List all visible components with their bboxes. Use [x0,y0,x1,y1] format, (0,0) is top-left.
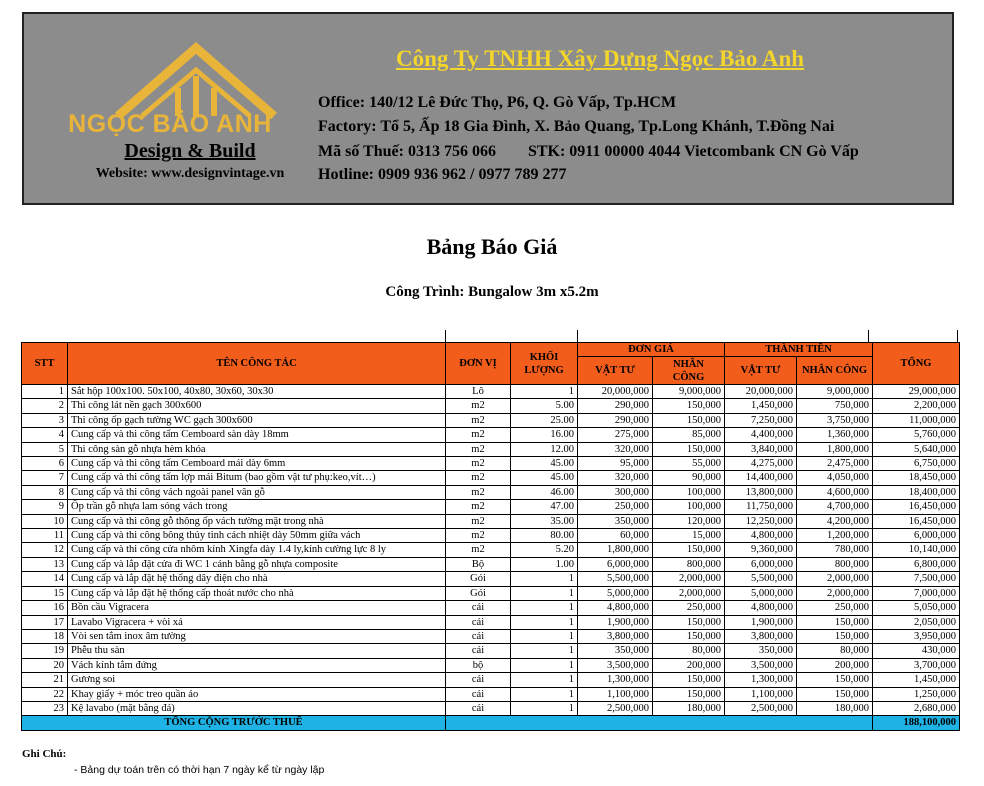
house-logo-icon [112,42,280,120]
row-qty: 1 [511,644,578,658]
row-amount-material: 1,300,000 [725,673,797,687]
row-price-labor: 150,000 [653,687,725,701]
row-total: 10,140,000 [873,543,960,557]
row-price-material: 1,300,000 [578,673,653,687]
row-amount-labor: 1,360,000 [797,428,873,442]
row-task: Kệ lavabo (mặt bằng đá) [68,701,446,715]
row-price-material: 320,000 [578,442,653,456]
row-unit: cái [446,615,511,629]
row-qty: 1 [511,658,578,672]
row-amount-labor: 2,000,000 [797,572,873,586]
quote-table [21,342,960,731]
row-amount-labor: 4,050,000 [797,471,873,485]
row-price-labor: 150,000 [653,399,725,413]
row-price-labor: 150,000 [653,413,725,427]
row-total: 2,680,000 [873,701,960,715]
row-qty: 1 [511,629,578,643]
row-price-material: 320,000 [578,471,653,485]
quote-table-body [22,385,960,716]
table-row [22,529,960,543]
row-unit: m2 [446,471,511,485]
row-price-material: 2,500,000 [578,701,653,715]
row-stt: 12 [22,543,68,557]
table-top-divider [445,330,958,342]
row-amount-material: 9,360,000 [725,543,797,557]
row-total: 2,050,000 [873,615,960,629]
row-task: Gương soi [68,673,446,687]
row-price-labor: 15,000 [653,529,725,543]
row-price-material: 6,000,000 [578,557,653,571]
row-stt: 6 [22,457,68,471]
row-price-labor: 150,000 [653,543,725,557]
row-unit: cái [446,673,511,687]
row-amount-labor: 4,200,000 [797,514,873,528]
company-name: Công Ty TNHH Xây Dựng Ngọc Bảo Anh [396,46,805,71]
row-stt: 11 [22,529,68,543]
row-price-material: 60,000 [578,529,653,543]
row-stt: 16 [22,601,68,615]
row-amount-material: 5,500,000 [725,572,797,586]
row-total: 29,000,000 [873,385,960,399]
row-amount-labor: 80,000 [797,644,873,658]
row-amount-labor: 200,000 [797,658,873,672]
row-task: Ốp trần gỗ nhựa lam sóng vách trong [68,500,446,514]
row-task: Cung cấp và thi công vách ngoài panel vân gỗ [68,485,446,499]
row-stt: 8 [22,485,68,499]
row-total: 3,700,000 [873,658,960,672]
table-row [22,485,960,499]
row-amount-material: 1,450,000 [725,399,797,413]
row-price-labor: 150,000 [653,673,725,687]
row-total: 3,950,000 [873,629,960,643]
row-stt: 23 [22,701,68,715]
row-price-labor: 800,000 [653,557,725,571]
row-unit: cái [446,629,511,643]
row-task: Khay giấy + móc treo quần áo [68,687,446,701]
row-price-material: 5,500,000 [578,572,653,586]
tax-bank-line [318,143,859,161]
row-total: 7,500,000 [873,572,960,586]
row-price-material: 95,000 [578,457,653,471]
row-unit: bộ [446,658,511,672]
table-row [22,543,960,557]
row-stt: 13 [22,557,68,571]
row-qty: 25.00 [511,413,578,427]
row-price-material: 20,000,000 [578,385,653,399]
row-total: 1,450,000 [873,673,960,687]
row-amount-material: 1,900,000 [725,615,797,629]
col-amount: THÀNH TIỀN [725,343,873,357]
row-total: 16,450,000 [873,514,960,528]
row-stt: 15 [22,586,68,600]
table-row [22,399,960,413]
row-qty: 1 [511,385,578,399]
row-task: Cung cấp và thi công cửa nhôm kính Xingfa dày 1.4 ly,kính cường lực 8 ly [68,543,446,557]
row-price-labor: 120,000 [653,514,725,528]
row-amount-material: 4,800,000 [725,601,797,615]
row-total: 2,200,000 [873,399,960,413]
row-task: Cung cấp và thi công tấm Cemboard sàn dày 18mm [68,428,446,442]
row-amount-material: 2,500,000 [725,701,797,715]
row-unit: m2 [446,514,511,528]
row-task: Vòi sen tắm inox âm tường [68,629,446,643]
row-task: Phễu thu sàn [68,644,446,658]
table-row [22,644,960,658]
row-task: Thi công sàn gỗ nhựa hèm khóa [68,442,446,456]
table-row [22,687,960,701]
row-price-labor: 100,000 [653,500,725,514]
row-amount-material: 4,800,000 [725,529,797,543]
design-build-tagline: Design & Build [124,140,256,162]
row-amount-material: 20,000,000 [725,385,797,399]
row-qty: 47.00 [511,500,578,514]
row-stt: 19 [22,644,68,658]
row-amount-labor: 2,475,000 [797,457,873,471]
row-total: 18,450,000 [873,471,960,485]
company-header [22,12,954,205]
tax-code: Mã số Thuế: 0313 756 066 [318,143,496,160]
row-qty: 1 [511,673,578,687]
col-price-labor: NHÂN CÔNG [653,357,725,385]
row-price-material: 300,000 [578,485,653,499]
row-total: 5,050,000 [873,601,960,615]
project-subtitle: Công Trình: Bungalow 3m x5.2m [385,284,599,300]
row-unit: m2 [446,457,511,471]
factory-address: Factory: Tổ 5, Ấp 18 Gia Đình, X. Bảo Quang, Tp.Long Khánh, T.Đồng Nai [318,118,835,135]
office-address: Office: 140/12 Lê Đức Thọ, P6, Q. Gò Vấp, Tp.HCM [318,94,677,111]
row-qty: 1 [511,701,578,715]
table-row [22,514,960,528]
row-amount-material: 1,100,000 [725,687,797,701]
table-row [22,442,960,456]
row-price-labor: 200,000 [653,658,725,672]
row-amount-material: 11,750,000 [725,500,797,514]
row-amount-labor: 4,600,000 [797,485,873,499]
row-task: Cung cấp và thi công tấm Cemboard mái dày 6mm [68,457,446,471]
row-amount-material: 13,800,000 [725,485,797,499]
row-amount-material: 6,000,000 [725,557,797,571]
row-total: 6,800,000 [873,557,960,571]
row-stt: 10 [22,514,68,528]
row-stt: 21 [22,673,68,687]
table-row [22,500,960,514]
row-total: 11,000,000 [873,413,960,427]
total-spacer [446,716,873,730]
row-qty: 1 [511,586,578,600]
row-unit: Gói [446,572,511,586]
website-line: Website: www.designvintage.vn [95,166,285,181]
row-stt: 1 [22,385,68,399]
row-task: Thi công lát nền gạch 300x600 [68,399,446,413]
grand-total: 188,100,000 [873,716,960,730]
row-unit: m2 [446,442,511,456]
row-stt: 22 [22,687,68,701]
row-unit: m2 [446,543,511,557]
row-amount-labor: 150,000 [797,629,873,643]
table-row [22,572,960,586]
col-task: TÊN CÔNG TÁC [68,343,446,385]
row-total: 1,250,000 [873,687,960,701]
col-price-material: VẬT TƯ [578,357,653,385]
table-row [22,413,960,427]
row-stt: 20 [22,658,68,672]
row-amount-material: 4,275,000 [725,457,797,471]
row-stt: 5 [22,442,68,456]
row-unit: Gói [446,586,511,600]
row-amount-material: 3,500,000 [725,658,797,672]
row-price-labor: 250,000 [653,601,725,615]
row-total: 6,750,000 [873,457,960,471]
row-unit: m2 [446,485,511,499]
row-qty: 1 [511,615,578,629]
row-price-material: 4,800,000 [578,601,653,615]
row-stt: 18 [22,629,68,643]
row-price-labor: 85,000 [653,428,725,442]
brand-name: NGỌC BẢO ANH [68,110,272,138]
total-row [22,716,960,730]
col-stt: STT [22,343,68,385]
row-stt: 2 [22,399,68,413]
row-task: Cung cấp và thi công tấm lợp mái Bitum (bao gồm vật tư phụ:keo,vít…) [68,471,446,485]
row-unit: m2 [446,428,511,442]
row-qty: 12.00 [511,442,578,456]
row-qty: 5.20 [511,543,578,557]
row-total: 7,000,000 [873,586,960,600]
row-qty: 5.00 [511,399,578,413]
table-row [22,601,960,615]
row-qty: 1 [511,687,578,701]
row-stt: 17 [22,615,68,629]
row-total: 16,450,000 [873,500,960,514]
row-price-material: 3,500,000 [578,658,653,672]
row-price-material: 250,000 [578,500,653,514]
table-row [22,629,960,643]
row-total: 6,000,000 [873,529,960,543]
row-price-material: 290,000 [578,413,653,427]
row-amount-labor: 4,700,000 [797,500,873,514]
row-task: Sắt hộp 100x100. 50x100, 40x80, 30x60, 30x30 [68,385,446,399]
row-qty: 45.00 [511,471,578,485]
row-amount-labor: 800,000 [797,557,873,571]
row-stt: 9 [22,500,68,514]
table-row [22,673,960,687]
row-amount-labor: 250,000 [797,601,873,615]
row-qty: 46.00 [511,485,578,499]
row-total: 18,400,000 [873,485,960,499]
row-qty: 35.00 [511,514,578,528]
row-price-material: 1,100,000 [578,687,653,701]
table-row [22,615,960,629]
row-amount-material: 350,000 [725,644,797,658]
row-qty: 1 [511,601,578,615]
row-task: Thi công ốp gạch tường WC gạch 300x600 [68,413,446,427]
row-unit: m2 [446,500,511,514]
table-row [22,385,960,399]
row-price-material: 275,000 [578,428,653,442]
row-qty: 45.00 [511,457,578,471]
row-price-labor: 150,000 [653,442,725,456]
row-price-labor: 55,000 [653,457,725,471]
row-task: Cung cấp và lắp đặt hệ thống dây điện cho nhà [68,572,446,586]
row-amount-labor: 1,200,000 [797,529,873,543]
row-total: 430,000 [873,644,960,658]
row-amount-material: 3,840,000 [725,442,797,456]
col-unit-price: ĐƠN GIÁ [578,343,725,357]
row-price-labor: 2,000,000 [653,586,725,600]
row-qty: 16.00 [511,428,578,442]
row-price-material: 350,000 [578,514,653,528]
row-unit: cái [446,687,511,701]
row-unit: Bộ [446,557,511,571]
row-qty: 1 [511,572,578,586]
col-unit: ĐƠN VỊ [446,343,511,385]
row-task: Lavabo Vigracera + vòi xả [68,615,446,629]
row-amount-labor: 9,000,000 [797,385,873,399]
col-qty: KHỐI LƯỢNG [511,343,578,385]
row-amount-labor: 150,000 [797,615,873,629]
table-row [22,457,960,471]
row-task: Cung cấp và thi công gỗ thông ốp vách tường mặt trong nhà [68,514,446,528]
row-task: Bồn cầu Vigracera [68,601,446,615]
row-stt: 3 [22,413,68,427]
note-item: - Bảng dự toán trên có thời hạn 7 ngày kể từ ngày lập [74,764,325,776]
row-qty: 1.00 [511,557,578,571]
row-price-labor: 80,000 [653,644,725,658]
row-task: Cung cấp và thi công bông thủy tinh cách nhiệt dày 50mm giữa vách [68,529,446,543]
row-amount-labor: 150,000 [797,687,873,701]
row-price-labor: 180,000 [653,701,725,715]
row-price-material: 1,900,000 [578,615,653,629]
row-price-material: 1,800,000 [578,543,653,557]
row-price-labor: 100,000 [653,485,725,499]
row-amount-labor: 2,000,000 [797,586,873,600]
table-row [22,658,960,672]
row-task: Cung cấp và lắp đặt hệ thống cấp thoát nước cho nhà [68,586,446,600]
row-unit: m2 [446,399,511,413]
row-price-labor: 150,000 [653,615,725,629]
row-stt: 7 [22,471,68,485]
row-stt: 4 [22,428,68,442]
row-amount-labor: 180,000 [797,701,873,715]
row-unit: cái [446,701,511,715]
row-amount-labor: 780,000 [797,543,873,557]
row-unit: m2 [446,529,511,543]
row-task: Vách kính tắm đứng [68,658,446,672]
col-amount-material: VẬT TƯ [725,357,797,385]
row-price-material: 3,800,000 [578,629,653,643]
table-row [22,701,960,715]
row-amount-material: 7,250,000 [725,413,797,427]
row-amount-material: 4,400,000 [725,428,797,442]
col-amount-labor: NHÂN CÔNG [797,357,873,385]
row-unit: Lô [446,385,511,399]
row-price-material: 5,000,000 [578,586,653,600]
col-total: TỔNG [873,343,960,385]
row-amount-labor: 3,750,000 [797,413,873,427]
row-amount-material: 12,250,000 [725,514,797,528]
row-unit: cái [446,601,511,615]
table-row [22,471,960,485]
row-price-labor: 2,000,000 [653,572,725,586]
hotline: Hotline: 0909 936 962 / 0977 789 277 [318,166,567,183]
notes-label: Ghi Chú: [22,748,67,760]
table-row [22,557,960,571]
total-label: TỔNG CỘNG TRƯỚC THUẾ [22,716,446,730]
row-price-labor: 150,000 [653,629,725,643]
row-price-material: 350,000 [578,644,653,658]
row-qty: 80.00 [511,529,578,543]
page-title: Bảng Báo Giá [426,234,558,259]
row-amount-material: 14,400,000 [725,471,797,485]
table-row [22,428,960,442]
row-price-labor: 90,000 [653,471,725,485]
row-amount-labor: 1,800,000 [797,442,873,456]
row-amount-labor: 750,000 [797,399,873,413]
row-amount-material: 5,000,000 [725,586,797,600]
row-amount-material: 3,800,000 [725,629,797,643]
row-task: Cung cấp và lắp đặt cửa đi WC 1 cánh bằng gỗ nhựa composite [68,557,446,571]
row-total: 5,760,000 [873,428,960,442]
row-total: 5,640,000 [873,442,960,456]
row-stt: 14 [22,572,68,586]
row-unit: cái [446,644,511,658]
row-amount-labor: 150,000 [797,673,873,687]
row-price-material: 290,000 [578,399,653,413]
row-unit: m2 [446,413,511,427]
row-price-labor: 9,000,000 [653,385,725,399]
table-row [22,586,960,600]
bank-account: STK: 0911 00000 4044 Vietcombank CN Gò Vấp [527,143,859,160]
